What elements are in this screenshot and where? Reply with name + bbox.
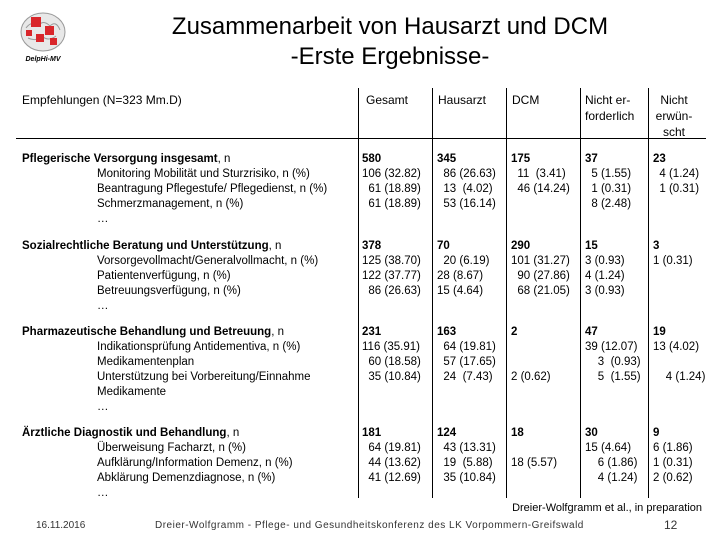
- header-label: Empfehlungen (N=323 Mm.D): [22, 93, 182, 107]
- row-title-suffix: , n: [268, 240, 282, 252]
- row-subitems: Überweisung Facharzt, n (%) Aufklärung/Information Demenz, n (%) Abklärung Demenzdiagnose, n (%) …: [97, 442, 293, 499]
- cell-hausarzt: 163 64 (19.81) 57 (17.65) 24 (7.43): [437, 326, 496, 383]
- cell-dcm: 290 101 (31.27) 90 (27.86) 68 (21.05): [511, 240, 570, 297]
- cell-gesamt: 378 125 (38.70) 122 (37.77) 86 (26.63): [362, 240, 421, 297]
- cell-hausarzt: 345 86 (26.63) 13 (4.02) 53 (16.14): [437, 153, 496, 210]
- column-divider: [358, 88, 359, 498]
- cell-nicht-erwuenscht: 23 4 (1.24) 1 (0.31): [653, 153, 700, 195]
- cell-nicht-erwuenscht: 9 6 (1.86) 1 (0.31) 2 (0.62): [653, 427, 693, 484]
- slide-title: [120, 12, 660, 72]
- row-subitems: Indikationsprüfung Antidementiva, n (%) Medikamentenplan Unterstützung bei Vorbereitung/Einnahme Medikamente …: [97, 341, 311, 413]
- column-divider: [580, 88, 581, 498]
- cell-nicht-erforderlich: 15 3 (0.93) 4 (1.24) 3 (0.93): [585, 240, 625, 297]
- cell-dcm: 175 11 (3.41) 46 (14.24): [511, 153, 570, 195]
- cell-dcm: 2 2 (0.62): [511, 326, 551, 383]
- cell-dcm: 18 18 (5.57): [511, 427, 558, 469]
- cell-gesamt: 231 116 (35.91) 60 (18.58) 35 (10.84): [362, 326, 421, 383]
- row-subitems: Monitoring Mobilität und Sturzrisiko, n (%) Beantragung Pflegestufe/ Pflegedienst, n (%) Schmerzmanagement, n (%) …: [97, 168, 328, 225]
- header-divider: [16, 138, 706, 139]
- row-title-suffix: , n: [271, 326, 284, 338]
- row-title: Pflegerische Versorgung insgesamt: [22, 153, 218, 165]
- footer-date: 16.11.2016: [36, 520, 86, 531]
- brain-puzzle-icon: [14, 8, 72, 58]
- cell-hausarzt: 70 20 (6.19) 28 (8.67) 15 (4.64): [437, 240, 490, 297]
- column-divider: [648, 88, 649, 498]
- cell-nicht-erwuenscht: 19 13 (4.02) 4 (1.24): [653, 326, 706, 383]
- header-nicht-erwuenscht: Nicht erwün- scht: [655, 93, 693, 139]
- page-number: 12: [664, 518, 678, 532]
- footer-text: Dreier-Wolfgramm - Pflege- und Gesundheitskonferenz des LK Vorpommern-Greifswald: [155, 520, 584, 531]
- header-nicht-erforderlich: Nicht er- forderlich: [585, 93, 635, 123]
- cell-nicht-erforderlich: 47 39 (12.07) 3 (0.93) 5 (1.55): [585, 326, 641, 383]
- cell-gesamt: 181 64 (19.81) 44 (13.62) 41 (12.69): [362, 427, 421, 484]
- table-row-label: [22, 239, 318, 314]
- header-gesamt: Gesamt: [366, 93, 409, 107]
- title-line-1: Zusammenarbeit von Hausarzt und DCM: [171, 13, 609, 40]
- row-subitems: Vorsorgevollmacht/Generalvollmacht, n (%) Patientenverfügung, n (%) Betreuungsverfügung, n (%) …: [97, 255, 319, 312]
- cell-nicht-erforderlich: 37 5 (1.55) 1 (0.31) 8 (2.48): [585, 153, 632, 210]
- row-title-suffix: , n: [217, 153, 231, 165]
- logo-text: DelpHi-MV: [25, 56, 61, 63]
- table-row-label: [22, 325, 311, 415]
- row-title: Ärztliche Diagnostik und Behandlung: [22, 427, 227, 439]
- row-title: Sozialrechtliche Beratung und Unterstützung: [22, 240, 269, 252]
- row-title-suffix: , n: [226, 427, 240, 439]
- table-row-label: [22, 152, 327, 227]
- title-line-2: -Erste Ergebnisse-: [290, 43, 490, 70]
- citation: Dreier-Wolfgramm et al., in preparation: [512, 502, 702, 514]
- row-title: Pharmazeutische Behandlung und Betreuung: [22, 326, 272, 338]
- cell-nicht-erforderlich: 30 15 (4.64) 6 (1.86) 4 (1.24): [585, 427, 638, 484]
- header-dcm: DCM: [512, 93, 540, 107]
- column-divider: [432, 88, 433, 498]
- cell-hausarzt: 124 43 (13.31) 19 (5.88) 35 (10.84): [437, 427, 496, 484]
- delphi-logo: [14, 8, 72, 66]
- header-hausarzt: Hausarzt: [438, 93, 487, 107]
- cell-nicht-erwuenscht: 3 1 (0.31): [653, 240, 693, 267]
- cell-gesamt: 580 106 (32.82) 61 (18.89) 61 (18.89): [362, 153, 421, 210]
- table-row-label: [22, 426, 293, 501]
- column-divider: [506, 88, 507, 498]
